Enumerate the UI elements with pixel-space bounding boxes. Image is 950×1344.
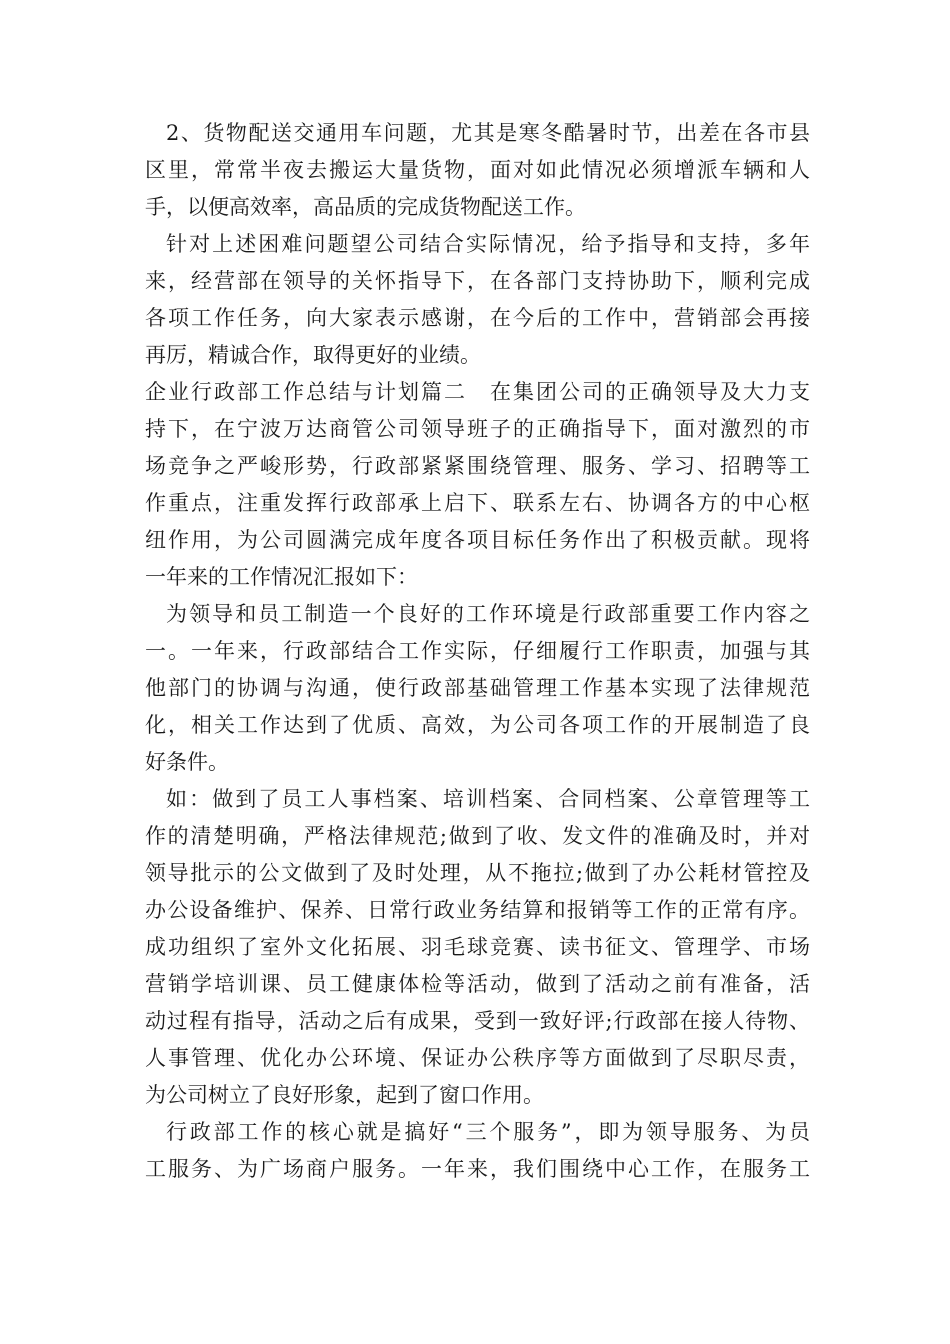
paragraph-6 [145, 1114, 810, 1188]
paragraph-line: 如：做到了员工人事档案、培训档案、合同档案、公章管理等工 [166, 787, 810, 811]
paragraph-line: 来，经营部在领导的关怀指导下，在各部门支持协助下，顺利完成 [145, 269, 810, 293]
paragraph-line: 场竞争之严峻形势，行政部紧紧围绕管理、服务、学习、招聘等工 [145, 454, 810, 478]
paragraph-line: 区里，常常半夜去搬运大量货物，面对如此情况必须增派车辆和人 [145, 158, 810, 182]
paragraph-line: 工服务、为广场商户服务。一年来，我们围绕中心工作，在服务工 [145, 1157, 810, 1181]
paragraph-3-section-heading [145, 374, 810, 596]
paragraph-line: 为公司树立了良好形象，起到了窗口作用。 [145, 1083, 544, 1107]
paragraph-line: 一。一年来，行政部结合工作实际，仔细履行工作职责，加强与其 [145, 639, 810, 663]
paragraph-line: 2、货物配送交通用车问题，尤其是寒冬酷暑时节，出差在各市县 [166, 121, 810, 145]
paragraph-1 [145, 115, 810, 226]
paragraph-line: 好条件。 [145, 750, 229, 774]
paragraph-line: 动过程有指导，活动之后有成果，受到一致好评;行政部在接人待物、 [145, 1009, 810, 1033]
paragraph-2 [145, 226, 810, 374]
paragraph-line: 作重点，注重发挥行政部承上启下、联系左右、协调各方的中心枢 [145, 491, 810, 515]
document-body [145, 115, 810, 1188]
paragraph-5 [145, 781, 810, 1114]
paragraph-line: 一年来的工作情况汇报如下： [145, 565, 418, 589]
paragraph-line: 各项工作任务，向大家表示感谢，在今后的工作中，营销部会再接 [145, 306, 810, 330]
paragraph-line: 人事管理、优化办公环境、保证办公秩序等方面做到了尽职尽责， [145, 1046, 810, 1070]
paragraph-line: 纽作用，为公司圆满完成年度各项目标任务作出了积极贡献。现将 [145, 528, 810, 552]
paragraph-line: 营销学培训课、员工健康体检等活动，做到了活动之前有准备，活 [145, 972, 810, 996]
paragraph-line: 针对上述困难问题望公司结合实际情况，给予指导和支持，多年 [166, 232, 810, 256]
paragraph-line: 作的清楚明确，严格法律规范;做到了收、发文件的准确及时，并对 [145, 824, 810, 848]
paragraph-line: 手，以便高效率，高品质的完成货物配送工作。 [145, 195, 586, 219]
paragraph-line: 企业行政部工作总结与计划篇二 在集团公司的正确领导及大力支 [145, 380, 810, 404]
paragraph-line: 成功组织了室外文化拓展、羽毛球竞赛、读书征文、管理学、市场 [145, 935, 810, 959]
paragraph-line: 为领导和员工制造一个良好的工作环境是行政部重要工作内容之 [166, 602, 810, 626]
paragraph-line: 化，相关工作达到了优质、高效，为公司各项工作的开展制造了良 [145, 713, 810, 737]
paragraph-4 [145, 596, 810, 781]
paragraph-line: 再厉，精诚合作，取得更好的业绩。 [145, 343, 481, 367]
paragraph-line: 他部门的协调与沟通，使行政部基础管理工作基本实现了法律规范 [145, 676, 810, 700]
paragraph-line: 领导批示的公文做到了及时处理，从不拖拉;做到了办公耗材管控及 [145, 861, 810, 885]
paragraph-line: 持下，在宁波万达商管公司领导班子的正确指导下，面对激烈的市 [145, 417, 810, 441]
paragraph-line: 办公设备维护、保养、日常行政业务结算和报销等工作的正常有序。 [145, 898, 810, 922]
paragraph-line: 行政部工作的核心就是搞好“三个服务”，即为领导服务、为员 [166, 1120, 810, 1144]
